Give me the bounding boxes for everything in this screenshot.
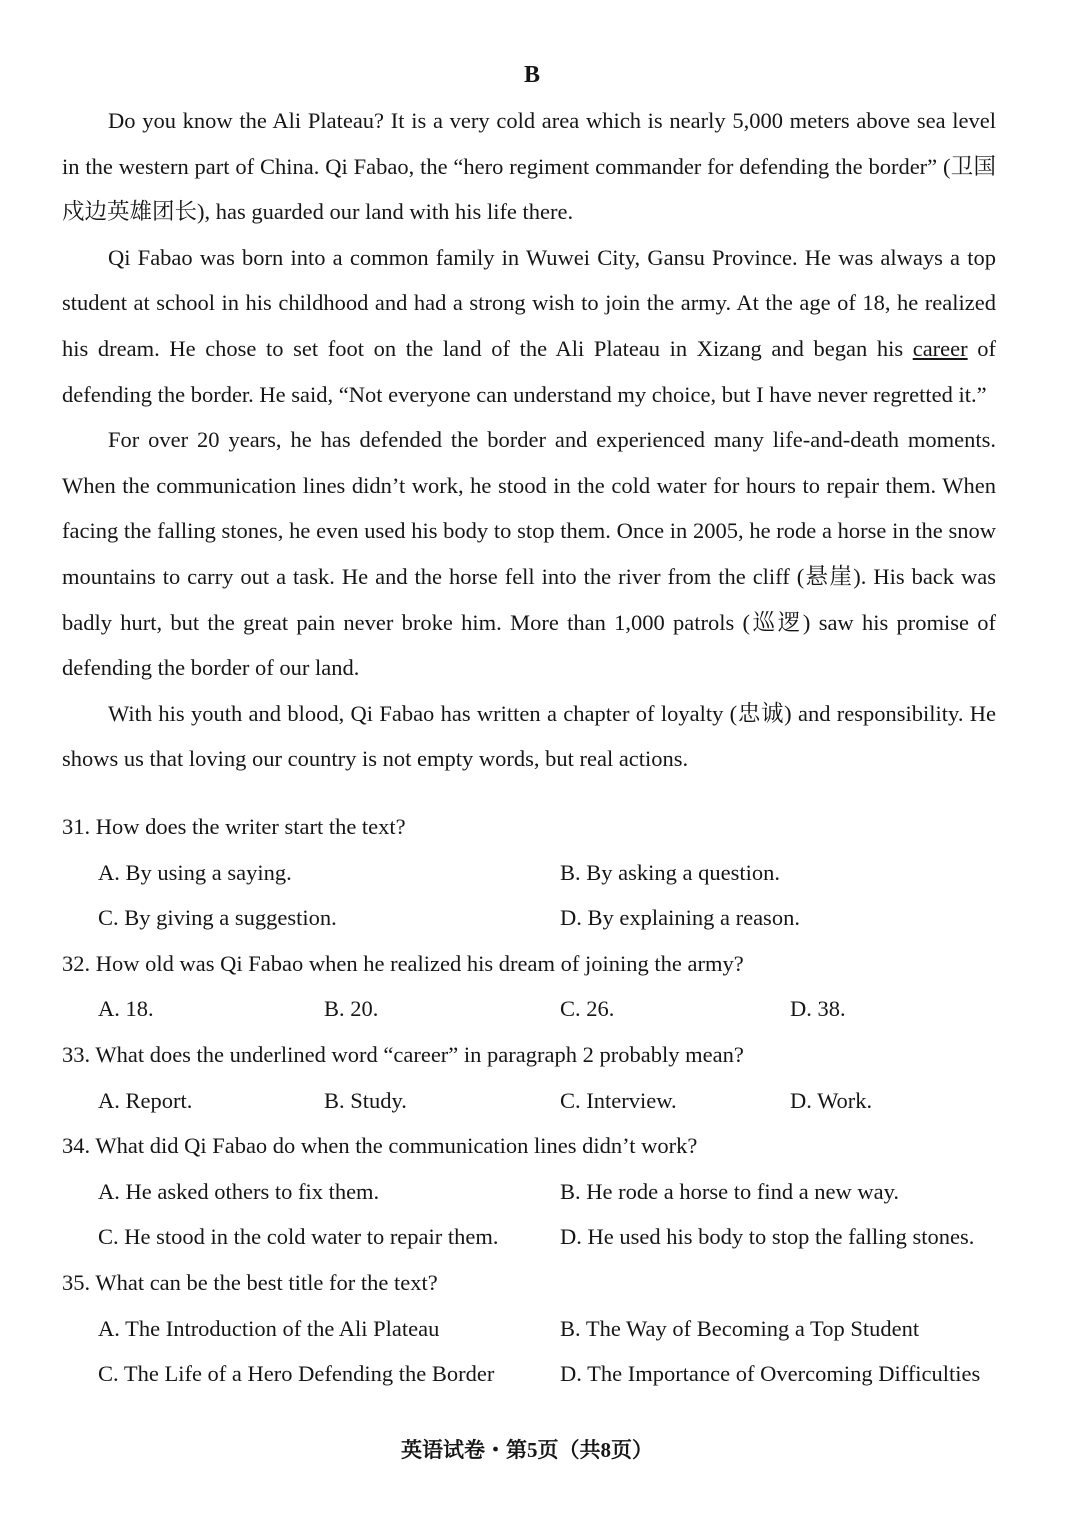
- passage-paragraph-1: Do you know the Ali Plateau? It is a very cold area which is nearly 5,000 meters above sea level in the western part of China. Qi Fabao, the “hero regiment commander for defending the border” (卫国戍边英雄团长), has guarded our land with his life there.: [62, 108, 996, 225]
- question-31-options-row-2: [62, 895, 1012, 941]
- question-34-options-row-2: [62, 1214, 1012, 1260]
- reading-passage: [62, 98, 996, 782]
- question-31-option-d: D. By explaining a reason.: [560, 905, 800, 931]
- passage-paragraph-2: [62, 235, 996, 417]
- question-31-option-c: C. By giving a suggestion.: [98, 905, 337, 931]
- question-34-option-c: C. He stood in the cold water to repair them.: [98, 1224, 499, 1250]
- passage-paragraph-3: For over 20 years, he has defended the border and experienced many life-and-death moments. When the communication lines didn’t work, he stood in the cold water for hours to repair them. When facing the falling stones, he even used his body to stop them. Once in 2005, he rode a horse in the snow mountains to carry out a task. He and the horse fell into the river from the cliff (悬崖). His back was badly hurt, but the great pain never broke him. More than 1,000 patrols (巡逻) saw his promise of defending the border of our land.: [62, 427, 996, 681]
- question-35-option-d: D. The Importance of Overcoming Difficulties: [560, 1361, 981, 1387]
- question-33-option-c: C. Interview.: [560, 1087, 677, 1113]
- question-32-option-a: A. 18.: [98, 996, 154, 1022]
- question-31-option-a: A. By using a saying.: [98, 859, 292, 885]
- question-31-stem: 31. How does the writer start the text?: [62, 814, 406, 839]
- question-31-options-row-1: [62, 850, 1012, 896]
- question-32-option-c: C. 26.: [560, 996, 615, 1022]
- question-34-option-d: D. He used his body to stop the falling stones.: [560, 1224, 975, 1250]
- question-31-option-b: B. By asking a question.: [560, 859, 780, 885]
- question-33-option-b: B. Study.: [324, 1087, 407, 1113]
- question-35-option-c: C. The Life of a Hero Defending the Border: [98, 1361, 495, 1387]
- question-35-option-b: B. The Way of Becoming a Top Student: [560, 1315, 920, 1341]
- question-32-stem: 32. How old was Qi Fabao when he realized his dream of joining the army?: [62, 950, 744, 976]
- question-33-option-a: A. Report.: [98, 1087, 193, 1113]
- question-32-option-b: B. 20.: [324, 996, 379, 1022]
- question-35-options-row-2: [62, 1351, 1012, 1397]
- question-33-options-row: [62, 1078, 1012, 1124]
- page-footer: 英语试卷・第5页（共8页）: [401, 1438, 653, 1462]
- question-35-stem: 35. What can be the best title for the text?: [62, 1269, 438, 1295]
- question-33-option-d: D. Work.: [790, 1087, 873, 1113]
- paragraph-2-text-after: of defending the border. He said, “Not everyone can understand my choice, but I have never regretted it.”: [62, 335, 997, 407]
- question-35-options-row-1: [62, 1306, 1012, 1352]
- question-list: [62, 804, 1012, 1397]
- question-35-option-a: A. The Introduction of the Ali Plateau: [98, 1315, 440, 1341]
- section-title: B: [523, 62, 540, 88]
- question-32-option-d: D. 38.: [790, 996, 846, 1022]
- underlined-word-career: career: [912, 335, 968, 361]
- question-34-options-row-1: [62, 1169, 1012, 1215]
- question-34-option-a: A. He asked others to fix them.: [98, 1178, 380, 1204]
- question-32-options-row: [62, 986, 1012, 1032]
- passage-paragraph-4: With his youth and blood, Qi Fabao has written a chapter of loyalty (忠诚) and responsibility. He shows us that loving our country is not empty words, but real actions.: [62, 700, 996, 772]
- question-34-stem: 34. What did Qi Fabao do when the communication lines didn’t work?: [62, 1133, 698, 1159]
- question-34-option-b: B. He rode a horse to find a new way.: [560, 1178, 900, 1204]
- paragraph-2-text-before: Qi Fabao was born into a common family in Wuwei City, Gansu Province. He was always a top student at school in his childhood and had a strong wish to join the army. At the age of 18, he realized his dream. He chose to set foot on the land of the Ali Plateau in Xizang and began his: [62, 244, 996, 361]
- question-33-stem: 33. What does the underlined word “career” in paragraph 2 probably mean?: [62, 1041, 744, 1067]
